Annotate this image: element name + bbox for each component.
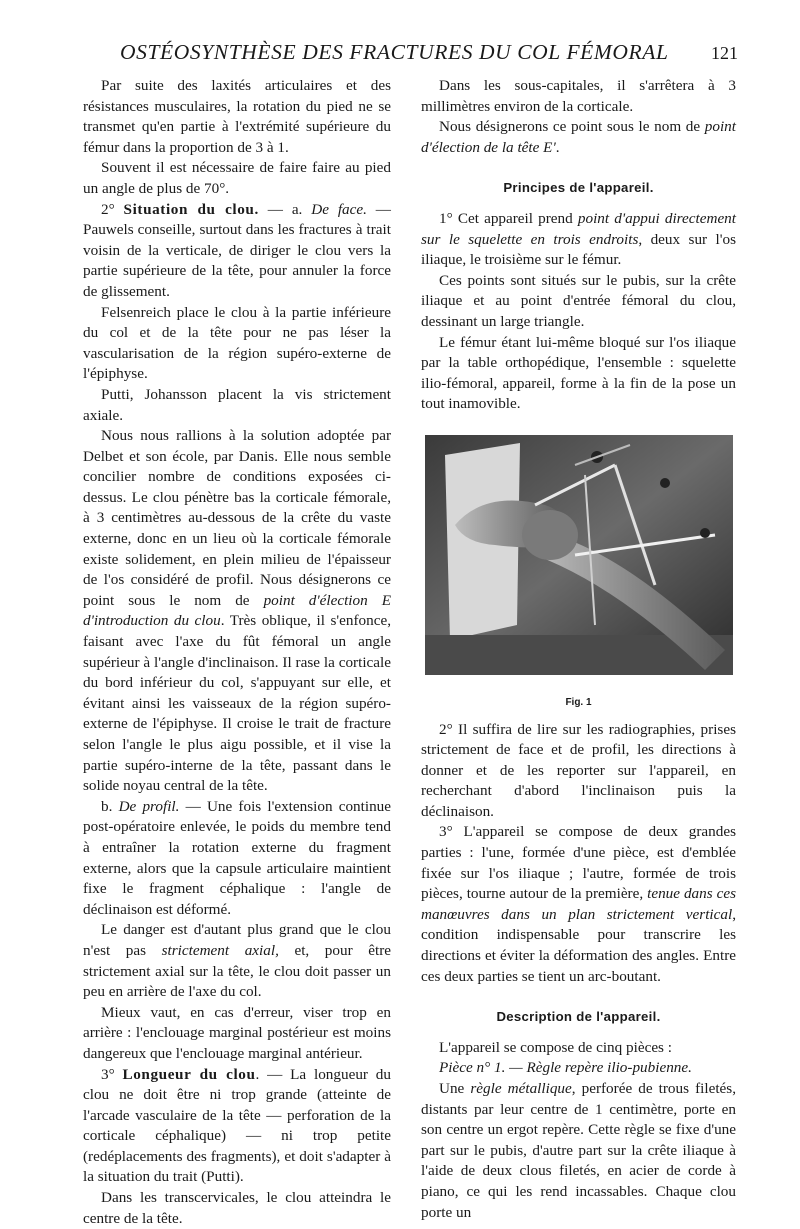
text-run: Fig. 1 (565, 696, 592, 708)
text-run: Le danger est d'autant plus grand que le clou n'est pas (83, 921, 391, 959)
text-run: Nous nous rallions à la solution adoptée par Delbet et son école, par Danis. Elle nous semble concilier nombre de conditions exposées ci-dessus. Le clou pénètre bas la corticale fémorale, à 3 centimètres au-dessous de la crête du vaste externe, donc en un lieu où la corticale fémorale existe solidement, en plein milieu de l'épaisseur de l'os considéré de profil. Nous désignerons ce point sous le nom de (83, 427, 391, 609)
text-run: 2° (101, 200, 124, 218)
paragraph (83, 426, 391, 797)
paragraph (83, 385, 391, 426)
paragraph (421, 117, 736, 158)
text-run: . Très oblique, il s'enfonce, faisant avec l'axe du fût fémoral un angle supérieur à l'angle d'inclinaison. Il rase la corticale du bord inférieur du col, s'appuyant sur elle, et évitant ainsi les vaisseaux de la région supéro-externe de l'épiphyse. Il croise le trait de fracture selon l'angle le plus aigu possible, et il vise la partie supéro-interne de la tête, passant dans le solide noyau central de la tête. (83, 612, 391, 795)
paragraph (83, 1188, 391, 1229)
paragraph (83, 158, 391, 199)
text-run: — Pauwels conseille, surtout dans les fractures à trait voisin de la verticale, de diriger le clou vers la partie supérieure de la tête, pour annuler la force de glissement. (83, 200, 391, 300)
italic-text: point d'élection de la tête E' (421, 118, 736, 156)
text-run: L'appareil se compose de cinq pièces : (439, 1038, 672, 1056)
text-run: Felsenreich place le clou à la partie inférieure du col et de la tête pour ne pas léser la vascularisation de la région supéro-externe de l'épiphyse. (83, 303, 391, 383)
paragraph (421, 1038, 736, 1059)
italic-text: point d'élection E d'introduction du clou (83, 591, 391, 630)
paragraph (83, 1003, 391, 1065)
text-run: 3° (101, 1065, 123, 1083)
text-run: Nous désignerons ce point sous le nom de (439, 118, 705, 136)
running-title: OSTÉOSYNTHÈSE DES FRACTURES DU COL FÉMORAL (120, 40, 669, 64)
paragraph (421, 1058, 736, 1079)
text-run: Par suite des laxités articulaires et des résistances musculaires, la rotation du pied ne se transmet qu'en partie à l'extrémité supérieure du fémur dans la proportion de 3 à 1. (83, 77, 391, 156)
paragraph (421, 822, 736, 987)
paragraph (83, 76, 391, 158)
text-run: Ces points sont situés sur le pubis, sur la crête iliaque et au point d'entrée fémoral du clou, dessinant un large triangle. (421, 271, 736, 330)
paragraph (83, 303, 391, 385)
paragraph (421, 271, 736, 333)
text-run: 3° L'appareil se compose de deux grandes parties : l'une, formée d'une pièce, est d'emblée fixée sur l'os iliaque ; l'autre, formée de trois pièces, tourne autour de la première, (421, 823, 736, 903)
italic-text: De profil. (118, 797, 180, 815)
italic-text: Pièce n° 1. — Règle repère ilio-pubienne. (439, 1059, 692, 1077)
page-number: 121 (711, 43, 738, 63)
italic-text: strictement axial, (161, 941, 279, 959)
text-run: Mieux vaut, en cas d'erreur, viser trop en arrière : l'enclouage marginal postérieur est moins dangereux que l'enclouage marginal antérieur. (83, 1003, 391, 1062)
left-column (83, 76, 391, 1229)
text-run: Dans les sous-capitales, il s'arrêtera à 3 millimètres environ de la corticale. (421, 77, 736, 115)
apparatus-photo (425, 435, 733, 675)
figure-caption (421, 693, 736, 714)
text-run: , deux sur l'os iliaque, le troisième sur le fémur. (421, 230, 736, 269)
text-run: 1° Cet appareil prend (439, 209, 578, 227)
text-run: b. (101, 797, 119, 815)
paragraph (421, 209, 736, 271)
text-run: . (555, 138, 560, 156)
text-run: — a. (258, 200, 312, 218)
text-run: Une (439, 1080, 471, 1097)
paragraph (83, 920, 391, 1002)
italic-text: De face. (311, 200, 367, 218)
text-run: Putti, Johansson placent la vis strictement axiale. (83, 385, 391, 424)
italic-text: point d'appui directement sur le squelette en trois endroits (421, 209, 736, 248)
figure-photograph (425, 435, 733, 675)
paragraph (421, 76, 736, 117)
paragraph (83, 797, 391, 921)
section-heading (421, 178, 736, 199)
paragraph (83, 200, 391, 303)
text-run: , perforée de trous filetés, distants par leur centre de 1 centimètre, porte en son centre un ergot repère. Cette règle se fixe d'une part sur le pubis, d'autre part sur la crête iliaque à l'aide de deux clous filetés, en acier de corde à piano, ce qui les rend incassables. Chaque clou porte un (421, 1080, 736, 1221)
text-run: 2° Il suffira de lire sur les radiographies, prises strictement de face et de profil, les directions à donner et de les reporter sur l'appareil, en recherchant d'abord l'inclinaison puis la déclinaison. (421, 720, 736, 820)
right-column (421, 76, 736, 1223)
section-heading (421, 1007, 736, 1028)
paragraph (421, 720, 736, 823)
running-header (60, 40, 740, 70)
bold-text: Longueur du clou (122, 1065, 256, 1083)
text-run: Description de l'appareil. (496, 1009, 661, 1025)
text-run: . — La longueur du clou ne doit être ni trop grande (atteinte de l'arcade vasculaire de la tête — perforation de la corticale céphalique) — ni trop petite (redéplacements des fragments), et doit s'adapter à la situation du trait (Putti). (83, 1065, 391, 1186)
text-run: et, pour être strictement axial sur la tête, le clou doit passer un peu en arrière de l'axe du col. (83, 941, 391, 1001)
paragraph (421, 333, 736, 415)
text-run: — Une fois l'extension continue post-opératoire enlevée, le poids du membre tend à entraîner la rotation externe du fragment externe, alors que la capsule articulaire maintient fixe le fragment céphalique : l'angle de déclinaison est déformé. (83, 797, 392, 918)
paragraph (83, 1065, 391, 1189)
paragraph (421, 1079, 736, 1223)
italic-text: règle métallique (470, 1080, 572, 1097)
bold-text: Situation du clou. (123, 200, 259, 218)
text-run: Le fémur étant lui-même bloqué sur l'os iliaque par la table orthopédique, l'ensemble : squelette ilio-fémoral, appareil, forme à la fin de la pose un tout inamovible. (421, 333, 736, 413)
text-run: Souvent il est nécessaire de faire faire au pied un angle de plus de 70°. (83, 159, 391, 197)
italic-text: tenue dans ces manœuvres dans un plan strictement vertical (421, 885, 736, 923)
text-run: Dans les transcervicales, le clou atteindra le centre de la tête. (83, 1189, 391, 1227)
text-run: , condition indispensable pour transcrire les directions et éviter la déformation des angles. Entre ces deux parties se tient un arc-boutant. (421, 905, 736, 985)
text-run: Principes de l'appareil. (503, 180, 654, 196)
